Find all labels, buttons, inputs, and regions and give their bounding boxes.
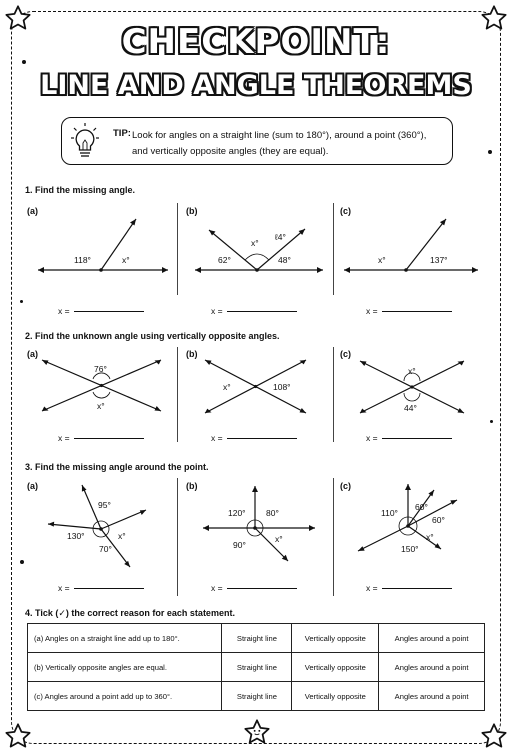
statement-cell: (a) Angles on a straight line add up to 180°. <box>28 624 222 653</box>
option-angles-around-point[interactable]: Angles around a point <box>379 653 485 682</box>
answer-prefix: x = <box>58 583 70 593</box>
q3-b-angle-2: 80° <box>266 508 279 518</box>
option-straight-line[interactable]: Straight line <box>222 682 292 711</box>
answer-prefix: x = <box>366 433 378 443</box>
q3-b-answer[interactable] <box>211 583 297 593</box>
q1-b-right-angle: 48° <box>278 255 291 265</box>
q3-c-angle-2: 60° <box>415 502 428 512</box>
q3-c-answer[interactable] <box>366 583 452 593</box>
q2-b-answer[interactable] <box>211 433 297 443</box>
q1-part-c-label: (c) <box>340 206 351 216</box>
answer-blank[interactable] <box>382 438 452 439</box>
question-1-heading: 1. Find the missing angle. <box>25 185 136 195</box>
q3-part-b-label: (b) <box>186 481 198 491</box>
answer-blank[interactable] <box>227 311 297 312</box>
q3-a-answer[interactable] <box>58 583 144 593</box>
q3-c-angle-4: 150° <box>401 544 419 554</box>
q2-a-top-angle: 76° <box>94 364 107 374</box>
answer-blank[interactable] <box>74 438 144 439</box>
table-row <box>28 653 485 682</box>
column-divider <box>333 478 334 596</box>
table-row <box>28 624 485 653</box>
column-divider <box>177 478 178 596</box>
q2-b-left-angle: x° <box>223 382 231 392</box>
page-subtitle: LINE AND ANGLE THEOREMS <box>40 70 472 101</box>
statement-cell: (b) Vertically opposite angles are equal. <box>28 653 222 682</box>
q3-b-angle-3: 90° <box>233 540 246 550</box>
q2-a-answer[interactable] <box>58 433 144 443</box>
q3-a-angle-1: 95° <box>98 500 111 510</box>
option-vertically-opposite[interactable]: Vertically opposite <box>292 653 379 682</box>
q1-part-b-label: (b) <box>186 206 198 216</box>
q1-a-unknown-angle: x° <box>122 255 130 265</box>
q3-a-unknown: x° <box>118 531 126 541</box>
decor-dot <box>20 300 23 303</box>
q1-b-small-angle: ℓ4° <box>275 232 286 242</box>
q1-c-known-angle: 137° <box>430 255 448 265</box>
column-divider <box>177 347 178 442</box>
answer-blank[interactable] <box>382 311 452 312</box>
q2-a-bottom-angle: x° <box>97 401 105 411</box>
q3-part-a-label: (a) <box>27 481 38 491</box>
q2-part-b-label: (b) <box>186 349 198 359</box>
answer-prefix: x = <box>366 583 378 593</box>
star-icon <box>4 722 32 750</box>
answer-prefix: x = <box>366 306 378 316</box>
reasons-table <box>27 623 485 711</box>
answer-blank[interactable] <box>382 588 452 589</box>
q1-b-top-angle: x° <box>251 238 259 248</box>
option-angles-around-point[interactable]: Angles around a point <box>379 682 485 711</box>
option-angles-around-point[interactable]: Angles around a point <box>379 624 485 653</box>
star-icon <box>480 722 508 750</box>
option-vertically-opposite[interactable]: Vertically opposite <box>292 624 379 653</box>
q1-c-answer[interactable] <box>366 306 452 316</box>
question-3-heading: 3. Find the missing angle around the point. <box>25 462 209 472</box>
tip-box <box>61 117 453 165</box>
q3-b-angle-1: 120° <box>228 508 246 518</box>
option-straight-line[interactable]: Straight line <box>222 653 292 682</box>
q3-a-angle-2: 130° <box>67 531 85 541</box>
tip-line-2: and vertically opposite angles (they are equal). <box>132 146 329 157</box>
question-2-heading: 2. Find the unknown angle using vertically opposite angles. <box>25 331 280 341</box>
statement-cell: (c) Angles around a point add up to 360°. <box>28 682 222 711</box>
q2-part-c-label: (c) <box>340 349 351 359</box>
table-row <box>28 682 485 711</box>
tip-line-1: Look for angles on a straight line (sum to 180°), around a point (360°), <box>132 130 427 141</box>
question-4-heading: 4. Tick (✓) the correct reason for each statement. <box>25 608 235 618</box>
answer-prefix: x = <box>58 306 70 316</box>
q3-c-unknown: x° <box>426 532 434 542</box>
answer-blank[interactable] <box>74 588 144 589</box>
page-title: CHECKPOINT: <box>121 22 391 62</box>
q1-c-unknown-angle: x° <box>378 255 386 265</box>
q3-c-angle-3: 60° <box>432 515 445 525</box>
answer-blank[interactable] <box>227 438 297 439</box>
smiling-star-icon <box>243 718 271 746</box>
decor-dot <box>490 420 493 423</box>
column-divider <box>177 203 178 295</box>
q2-c-answer[interactable] <box>366 433 452 443</box>
answer-prefix: x = <box>211 306 223 316</box>
q1-part-a-label: (a) <box>27 206 38 216</box>
q2-c-top-angle: x° <box>408 366 416 376</box>
tip-label: TIP: <box>113 128 131 139</box>
q3-a-angle-3: 70° <box>99 544 112 554</box>
answer-prefix: x = <box>58 433 70 443</box>
q1-a-known-angle: 118° <box>74 255 91 265</box>
option-straight-line[interactable]: Straight line <box>222 624 292 653</box>
q3-b-unknown: x° <box>275 534 283 544</box>
q1-a-answer[interactable] <box>58 306 144 316</box>
q2-b-right-angle: 108° <box>273 382 291 392</box>
q1-b-answer[interactable] <box>211 306 297 316</box>
q3-c-angle-1: 110° <box>381 508 398 518</box>
answer-prefix: x = <box>211 433 223 443</box>
answer-prefix: x = <box>211 583 223 593</box>
option-vertically-opposite[interactable]: Vertically opposite <box>292 682 379 711</box>
column-divider <box>333 203 334 295</box>
answer-blank[interactable] <box>74 311 144 312</box>
lightbulb-icon <box>70 122 100 162</box>
q2-c-bottom-angle: 44° <box>404 403 417 413</box>
q1-b-left-angle: 62° <box>218 255 231 265</box>
q2-part-a-label: (a) <box>27 349 38 359</box>
decor-dot <box>488 150 492 154</box>
q3-part-c-label: (c) <box>340 481 351 491</box>
decor-dot <box>20 560 24 564</box>
tip-text <box>132 128 448 160</box>
answer-blank[interactable] <box>227 588 297 589</box>
column-divider <box>333 347 334 442</box>
